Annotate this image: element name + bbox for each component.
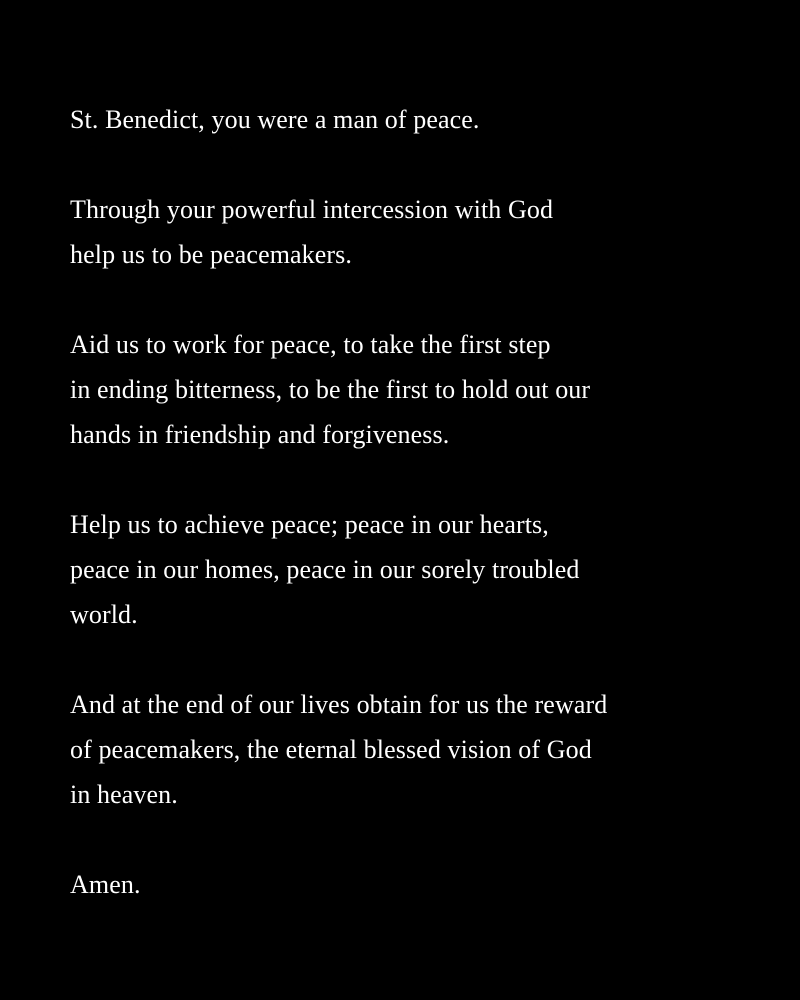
stanza-line: in ending bitterness, to be the first to hold out our	[70, 375, 591, 404]
stanza-line: Help us to achieve peace; peace in our hearts,	[70, 510, 549, 539]
stanza-amen	[70, 862, 770, 907]
stanza-line: hands in friendship and forgiveness.	[70, 420, 450, 449]
stanza-line: peace in our homes, peace in our sorely troubled	[70, 555, 580, 584]
stanza-line: help us to be peacemakers.	[70, 240, 352, 269]
stanza-line: And at the end of our lives obtain for us the reward	[70, 690, 608, 719]
stanza-line: St. Benedict, you were a man of peace.	[70, 105, 480, 134]
stanza-line: world.	[70, 600, 138, 629]
stanza-line: in heaven.	[70, 780, 178, 809]
stanza-line: Amen.	[70, 870, 141, 899]
stanza-work-for-peace	[70, 322, 770, 457]
stanza-intercession	[70, 187, 770, 277]
prayer-text	[70, 97, 770, 952]
stanza-line: Aid us to work for peace, to take the first step	[70, 330, 551, 359]
stanza-line: Through your powerful intercession with God	[70, 195, 554, 224]
stanza-opening	[70, 97, 770, 142]
stanza-line: of peacemakers, the eternal blessed vision of God	[70, 735, 592, 764]
stanza-achieve-peace	[70, 502, 770, 637]
stanza-reward	[70, 682, 770, 817]
